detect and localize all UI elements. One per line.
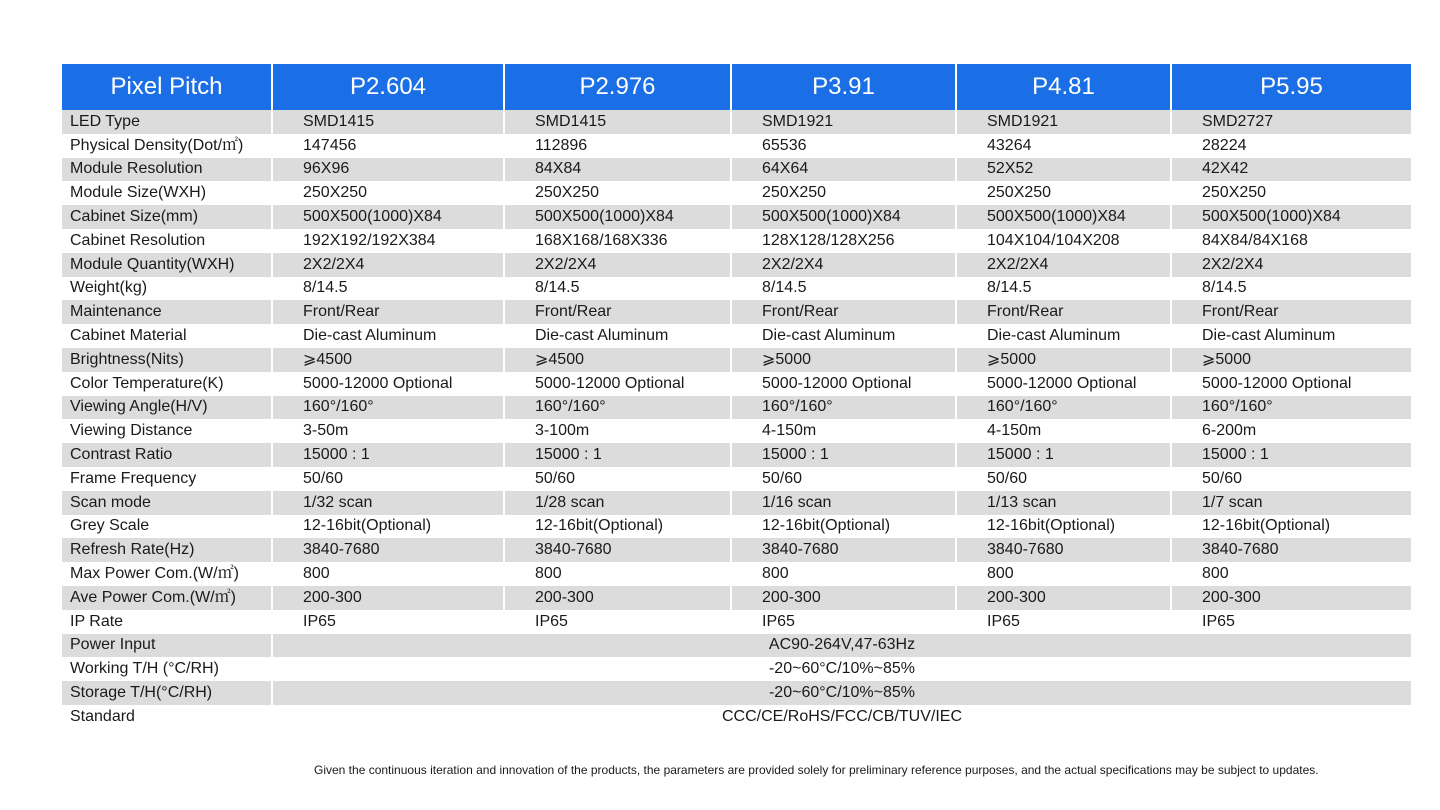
spec-value: 500X500(1000)X84 xyxy=(504,205,731,229)
spec-value: 160°/160° xyxy=(731,396,956,420)
spec-value: 8/14.5 xyxy=(272,277,504,301)
spec-label: LED Type xyxy=(62,110,272,134)
spec-row xyxy=(62,348,1411,372)
spec-row xyxy=(62,491,1411,515)
spec-value: 500X500(1000)X84 xyxy=(731,205,956,229)
spec-value: 160°/160° xyxy=(1171,396,1411,420)
spec-value: 3840-7680 xyxy=(956,538,1171,562)
spec-label: Cabinet Size(mm) xyxy=(62,205,272,229)
spec-value: ⩾4500 xyxy=(272,348,504,372)
spec-row xyxy=(62,372,1411,396)
spec-label: Viewing Angle(H/V) xyxy=(62,396,272,420)
spec-value: Die-cast Aluminum xyxy=(272,324,504,348)
spec-value: 800 xyxy=(956,562,1171,586)
spec-value: 1/7 scan xyxy=(1171,491,1411,515)
spec-label: Maintenance xyxy=(62,300,272,324)
spec-value: 1/28 scan xyxy=(504,491,731,515)
spec-label: Color Temperature(K) xyxy=(62,372,272,396)
spec-value: 104X104/104X208 xyxy=(956,229,1171,253)
spec-label: Weight(kg) xyxy=(62,277,272,301)
spec-value: 52X52 xyxy=(956,158,1171,182)
spec-value: 15000 : 1 xyxy=(272,443,504,467)
spec-value: 2X2/2X4 xyxy=(731,253,956,277)
spec-value: 50/60 xyxy=(1202,469,1243,487)
spec-value: 8/14.5 xyxy=(1202,279,1247,297)
spec-value: Front/Rear xyxy=(1171,300,1411,324)
spec-row xyxy=(62,467,1411,491)
spec-value: Die-cast Aluminum xyxy=(956,324,1171,348)
header-model: P2.976 xyxy=(504,64,731,110)
header-row xyxy=(62,64,1411,110)
spec-label: Storage T/H(°C/RH) xyxy=(62,681,272,705)
spec-value: ⩾5000 xyxy=(731,348,956,372)
spec-value: 50/60 xyxy=(504,467,731,491)
spec-label: Scan mode xyxy=(62,491,272,515)
header-model: P4.81 xyxy=(956,64,1171,110)
spec-value: 50/60 xyxy=(272,467,504,491)
spec-value: 1/32 scan xyxy=(272,491,504,515)
spec-row xyxy=(62,158,1411,182)
spec-value: 3840-7680 xyxy=(504,538,731,562)
spec-value: 5000-12000 Optional xyxy=(731,372,956,396)
spec-value: 4-150m xyxy=(956,419,1171,443)
spec-value: IP65 xyxy=(956,610,1171,634)
spec-row xyxy=(62,300,1411,324)
spec-value: 12-16bit(Optional) xyxy=(731,515,956,539)
spec-value: 5000-12000 Optional xyxy=(272,372,504,396)
spec-value: 250X250 xyxy=(731,181,956,205)
spec-row xyxy=(62,134,1411,158)
spec-value: 50/60 xyxy=(731,467,956,491)
spec-value: 8/14.5 xyxy=(504,277,731,301)
spec-value: Front/Rear xyxy=(272,300,504,324)
spec-value: 3840-7680 xyxy=(731,538,956,562)
spec-row xyxy=(62,253,1411,277)
spec-value: ⩾4500 xyxy=(504,348,731,372)
spec-value: 250X250 xyxy=(272,181,504,205)
spec-value: 3840-7680 xyxy=(272,538,504,562)
header-model: P2.604 xyxy=(272,64,504,110)
spec-value: 12-16bit(Optional) xyxy=(1202,517,1331,535)
header-model: P3.91 xyxy=(731,64,956,110)
spec-value: 3-50m xyxy=(272,419,504,443)
spec-row xyxy=(62,610,1411,634)
spec-label: Brightness(Nits) xyxy=(62,348,272,372)
spec-value: 800 xyxy=(1202,565,1229,583)
spec-value: 500X500(1000)X84 xyxy=(272,205,504,229)
spec-value: 1/16 scan xyxy=(731,491,956,515)
spec-label: Refresh Rate(Hz) xyxy=(62,538,272,562)
spec-value: 250X250 xyxy=(956,181,1171,205)
spec-row-merged xyxy=(62,634,1411,658)
spec-row-merged xyxy=(62,705,1411,729)
header-model: P5.95 xyxy=(1171,64,1411,110)
spec-value: 65536 xyxy=(731,134,956,158)
spec-label: Working T/H (°C/RH) xyxy=(62,657,272,681)
spec-value: 6-200m xyxy=(1202,422,1257,440)
spec-value: 200-300 xyxy=(956,586,1171,610)
spec-value: 5000-12000 Optional xyxy=(1202,374,1352,392)
spec-value: IP65 xyxy=(1202,612,1235,630)
spec-row xyxy=(62,538,1411,562)
spec-row xyxy=(62,562,1411,586)
spec-value-merged: CCC/CE/RoHS/FCC/CB/TUV/IEC xyxy=(721,707,963,725)
spec-value: 500X500(1000)X84 xyxy=(956,205,1171,229)
spec-value: 200-300 xyxy=(1171,586,1411,610)
spec-value: 42X42 xyxy=(1171,158,1411,182)
spec-value: 160°/160° xyxy=(504,396,731,420)
spec-row-merged xyxy=(62,657,1411,681)
spec-value: 2X2/2X4 xyxy=(956,253,1171,277)
spec-value: 147456 xyxy=(272,134,504,158)
spec-value-merged: -20~60°C/10%~85% xyxy=(768,660,916,678)
spec-value: 1/13 scan xyxy=(956,491,1171,515)
spec-label: Max Power Com.(W/㎡) xyxy=(62,562,272,586)
spec-value: SMD1415 xyxy=(504,110,731,134)
spec-value: IP65 xyxy=(504,610,731,634)
spec-table xyxy=(62,64,1411,729)
spec-value: Die-cast Aluminum xyxy=(1202,327,1336,345)
spec-row xyxy=(62,586,1411,610)
spec-value: Die-cast Aluminum xyxy=(504,324,731,348)
spec-value: 15000 : 1 xyxy=(956,443,1171,467)
spec-label: Cabinet Resolution xyxy=(62,229,272,253)
spec-value: 800 xyxy=(272,562,504,586)
spec-label: Power Input xyxy=(62,634,272,658)
spec-label: Module Resolution xyxy=(62,158,272,182)
spec-row-merged xyxy=(62,681,1411,705)
spec-value: 5000-12000 Optional xyxy=(956,372,1171,396)
spec-value: 168X168/168X336 xyxy=(504,229,731,253)
spec-value: 84X84/84X168 xyxy=(1202,231,1308,249)
spec-row xyxy=(62,277,1411,301)
spec-label: Viewing Distance xyxy=(62,419,272,443)
spec-value: 15000 : 1 xyxy=(504,443,731,467)
spec-value: Front/Rear xyxy=(731,300,956,324)
spec-value: 200-300 xyxy=(272,586,504,610)
spec-label: Ave Power Com.(W/㎡) xyxy=(62,586,272,610)
spec-label: IP Rate xyxy=(62,610,272,634)
spec-value: 84X84 xyxy=(504,158,731,182)
footnote: Given the continuous iteration and innovation of the products, the parameters are provided solely for preliminary reference purposes, and the actual specifications may be subject to updates. xyxy=(314,763,1319,777)
spec-label: Contrast Ratio xyxy=(62,443,272,467)
spec-row xyxy=(62,443,1411,467)
spec-row xyxy=(62,205,1411,229)
spec-value: 250X250 xyxy=(1202,184,1267,202)
spec-value: SMD1921 xyxy=(731,110,956,134)
spec-value: Die-cast Aluminum xyxy=(731,324,956,348)
spec-value: 8/14.5 xyxy=(731,277,956,301)
spec-value: 800 xyxy=(504,562,731,586)
spec-value: 96X96 xyxy=(272,158,504,182)
spec-value: 2X2/2X4 xyxy=(504,253,731,277)
spec-value: 15000 : 1 xyxy=(731,443,956,467)
spec-value: 2X2/2X4 xyxy=(272,253,504,277)
header-label: Pixel Pitch xyxy=(62,64,272,110)
spec-value: 28224 xyxy=(1202,136,1247,154)
spec-value: 128X128/128X256 xyxy=(731,229,956,253)
spec-label: Physical Density(Dot/㎡) xyxy=(62,134,272,158)
spec-value: 160°/160° xyxy=(272,396,504,420)
spec-value: IP65 xyxy=(272,610,504,634)
spec-label: Module Size(WXH) xyxy=(62,181,272,205)
spec-row xyxy=(62,181,1411,205)
spec-row xyxy=(62,419,1411,443)
spec-row xyxy=(62,396,1411,420)
spec-value-merged: -20~60°C/10%~85% xyxy=(272,681,1411,705)
spec-value: SMD1921 xyxy=(956,110,1171,134)
spec-label: Module Quantity(WXH) xyxy=(62,253,272,277)
spec-value: SMD1415 xyxy=(272,110,504,134)
spec-value: 8/14.5 xyxy=(956,277,1171,301)
spec-value: ⩾5000 xyxy=(1171,348,1411,372)
spec-value: 4-150m xyxy=(731,419,956,443)
spec-value: 250X250 xyxy=(504,181,731,205)
spec-value: 2X2/2X4 xyxy=(1171,253,1411,277)
spec-value: 12-16bit(Optional) xyxy=(272,515,504,539)
spec-label: Frame Frequency xyxy=(62,467,272,491)
spec-value: 112896 xyxy=(504,134,731,158)
spec-value: 5000-12000 Optional xyxy=(504,372,731,396)
spec-label: Standard xyxy=(62,705,272,729)
spec-label: Grey Scale xyxy=(62,515,272,539)
spec-body xyxy=(62,110,1411,729)
spec-value: 3-100m xyxy=(504,419,731,443)
spec-row xyxy=(62,229,1411,253)
spec-label: Cabinet Material xyxy=(62,324,272,348)
spec-value-merged: AC90-264V,47-63Hz xyxy=(272,634,1411,658)
spec-value: 12-16bit(Optional) xyxy=(504,515,731,539)
spec-value: 200-300 xyxy=(731,586,956,610)
spec-value: 43264 xyxy=(956,134,1171,158)
spec-value: 64X64 xyxy=(731,158,956,182)
spec-value: Front/Rear xyxy=(956,300,1171,324)
spec-value: 800 xyxy=(731,562,956,586)
spec-row xyxy=(62,110,1411,134)
spec-value: 12-16bit(Optional) xyxy=(956,515,1171,539)
spec-value: 15000 : 1 xyxy=(1171,443,1411,467)
spec-value: 192X192/192X384 xyxy=(272,229,504,253)
spec-row xyxy=(62,515,1411,539)
spec-value: 500X500(1000)X84 xyxy=(1171,205,1411,229)
spec-value: 160°/160° xyxy=(956,396,1171,420)
spec-value: 3840-7680 xyxy=(1171,538,1411,562)
spec-value: 200-300 xyxy=(504,586,731,610)
spec-value: SMD2727 xyxy=(1171,110,1411,134)
spec-value: IP65 xyxy=(731,610,956,634)
spec-value: 50/60 xyxy=(956,467,1171,491)
spec-row xyxy=(62,324,1411,348)
spec-value: ⩾5000 xyxy=(956,348,1171,372)
spec-value: Front/Rear xyxy=(504,300,731,324)
